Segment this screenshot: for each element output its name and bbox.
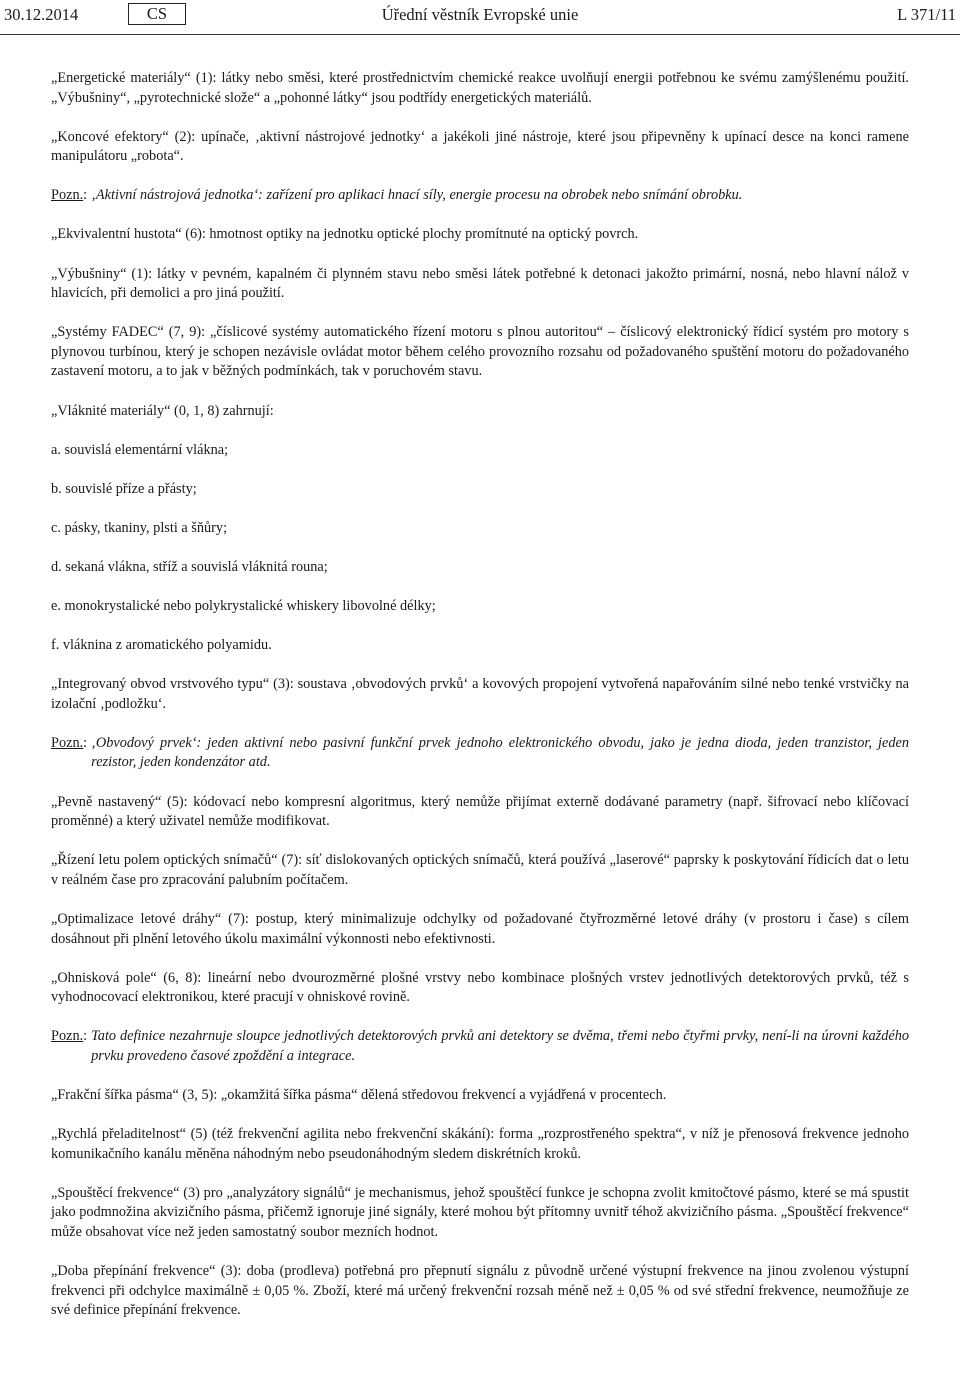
definition-paragraph: „Optimalizace letové dráhy“ (7): postup, který minimalizuje odchylky od požadované čtyřrozměrné letové dráhy (v prostoru i čase) s cílem dosáhnout při plnění letového úkolu maximální výkonnosti nebo efektivnosti. bbox=[51, 910, 909, 947]
definition-paragraph: „Doba přepínání frekvence“ (3): doba (prodleva) potřebná pro přepnutí signálu z původně určené výstupní frekvence na jinou zvolenou výstupní frekvenci při odchylce maximálně ± 0,05 %. Zboží, které má určený frekvenční rozsah méně než ± 0,05 % od své střední frekvence, neumožňuje ze své definice přepínání frekvence. bbox=[51, 1263, 909, 1319]
definition-paragraph: „Ohnisková pole“ (6, 8): lineární nebo dvourozměrné plošné vrstvy nebo kombinace plošných vrstev jednotlivých detektorových prvků, též s vyhodnocovací elektronikou, které pracují v ohniskové rovině. bbox=[51, 969, 909, 1006]
language-badge: CS bbox=[128, 3, 186, 25]
list-item: a. souvislá elementární vlákna; bbox=[51, 441, 229, 458]
note-label: Pozn. bbox=[51, 1028, 84, 1045]
list-item: c. pásky, tkaniny, plsti a šňůry; bbox=[51, 519, 228, 536]
page-header bbox=[0, 0, 960, 34]
note-text: Tato definice nezahrnuje sloupce jednotlivých detektorových prvků ani detektory se dvěma, třemi nebo čtyřmi prvky, není-li na úrovni každého prvku provedeno časové zpoždění a integrace. bbox=[91, 1028, 909, 1064]
list-item: e. monokrystalické nebo polykrystalické whiskery libovolné délky; bbox=[51, 598, 436, 614]
definition-paragraph: „Koncové efektory“ (2): upínače, ‚aktivní nástrojové jednotky‘ a jakékoli jiné nástroje, které jsou připevněny k upínací desce na konci ramene manipulátoru „robota“. bbox=[51, 128, 909, 165]
definition-paragraph: „Systémy FADEC“ (7, 9): „číslicové systémy automatického řízení motoru s plnou autoritou“ – číslicový elektronický řídicí systém pro motory s plynovou turbínou, který je schopen nezávisle ovládat motor během celého provozního rozsahu od požadovaného spuštění motoru do požadovaného zastavení motoru, a to jak v běžných podmínkách, tak v poruchovém stavu. bbox=[51, 324, 909, 380]
page-number: L 371/11 bbox=[897, 5, 956, 24]
definition-paragraph: „Integrovaný obvod vrstvového typu“ (3): soustava ‚obvodových prvků‘ a kovových propojení vytvořená napařováním silné nebo tenké vrstvičky na izolační ‚podložku‘. bbox=[51, 676, 909, 712]
note-text: ‚Aktivní nástrojová jednotka‘: zařízení pro aplikaci hnací síly, energie procesu na obrobek nebo snímání obrobku. bbox=[91, 187, 743, 204]
note: Pozn. : ‚Aktivní nástrojová jednotka‘: zařízení pro aplikaci hnací síly, energie procesu na obrobek nebo snímání obrobku. bbox=[51, 186, 909, 206]
definition-paragraph: „Vláknité materiály“ (0, 1, 8) zahrnují: bbox=[51, 402, 274, 419]
definition-paragraph: „Rychlá přeladitelnost“ (5) (též frekvenční agilita nebo frekvenční skákání): forma „rozprostřeného spektra“, v níž je přenosová frekvence jednoho komunikačního kanálu měněna náhodným nebo pseudonáhodným sledem diskrétních kroků. bbox=[51, 1126, 909, 1162]
note-text: ‚Obvodový prvek‘: jeden aktivní nebo pasivní funkční prvek jednoho elektronického obvodu, jako je jedna dioda, jeden tranzistor, jeden rezistor, jeden kondenzátor atd. bbox=[91, 734, 909, 771]
definition-paragraph: „Výbušniny“ (1): látky v pevném, kapalném či plynném stavu nebo směsi látek potřebné k detonaci jakožto primární, nosná, nebo hlavní nálož v hlavicích, při demolici a pro jiná použití. bbox=[51, 265, 909, 302]
definition-paragraph: „Frakční šířka pásma“ (3, 5): „okamžitá šířka pásma“ dělená středovou frekvencí a vyjádřená v procentech. bbox=[51, 1087, 667, 1103]
document-body bbox=[51, 69, 909, 1340]
note: Pozn. : ‚Obvodový prvek‘: jeden aktivní nebo pasivní funkční prvek jednoho elektronického obvodu, jako je jedna dioda, jeden tranzistor, jeden rezistor, jeden kondenzátor atd. bbox=[51, 734, 909, 773]
definition-paragraph: „Pevně nastavený“ (5): kódovací nebo kompresní algoritmus, který nemůže přijímat externě dodávané parametry (např. šifrovací nebo klíčovací proměnné) a který uživatel nemůže modifikovat. bbox=[51, 793, 909, 830]
definition-paragraph: „Spouštěcí frekvence“ (3) pro „analyzátory signálů“ je mechanismus, jehož spouštěcí funkce je schopna zvolit kmitočtové pásmo, které se má spustit jako podmnožina akvizičního pásma, přičemž ignoruje jiné signály, které mohou být přítomny uvnitř téhož akvizičního pásma. „Spouštěcí frekvence“ může obsahovat více než jeden samostatný soubor mezních hodnot. bbox=[51, 1184, 909, 1240]
definition-paragraph: „Energetické materiály“ (1): látky nebo směsi, které prostřednictvím chemické reakce uvolňují energii potřebnou ke svému zamýšlenému použití. „Výbušniny“, „pyrotechnické slože“ a „pohonné látky“ jsou podtřídy energetických materiálů. bbox=[51, 70, 909, 106]
note-label: Pozn. bbox=[51, 734, 84, 751]
journal-title: Úřední věstník Evropské unie bbox=[381, 5, 579, 24]
header-rule bbox=[0, 34, 960, 35]
list-item: d. sekaná vlákna, stříž a souvislá vláknitá rouna; bbox=[51, 558, 328, 575]
list-item: b. souvislé příze a přásty; bbox=[51, 480, 197, 497]
note-label: Pozn. bbox=[51, 187, 84, 204]
definition-paragraph: „Ekvivalentní hustota“ (6): hmotnost optiky na jednotku optické plochy promítnuté na optický povrch. bbox=[51, 226, 639, 243]
list-item: f. vláknina z aromatického polyamidu. bbox=[51, 637, 272, 654]
publication-date: 30.12.2014 bbox=[4, 5, 79, 24]
definition-paragraph: „Řízení letu polem optických snímačů“ (7): síť dislokovaných optických snímačů, která používá „laserové“ paprsky k poskytování řídicích dat o letu v reálném čase pro zpracování palubním počítačem. bbox=[51, 852, 909, 888]
note: Pozn. : Tato definice nezahrnuje sloupce jednotlivých detektorových prvků ani detektory se dvěma, třemi nebo čtyřmi prvky, není-li na úrovni každého prvku provedeno časové zpoždění a integrace. bbox=[51, 1027, 909, 1066]
